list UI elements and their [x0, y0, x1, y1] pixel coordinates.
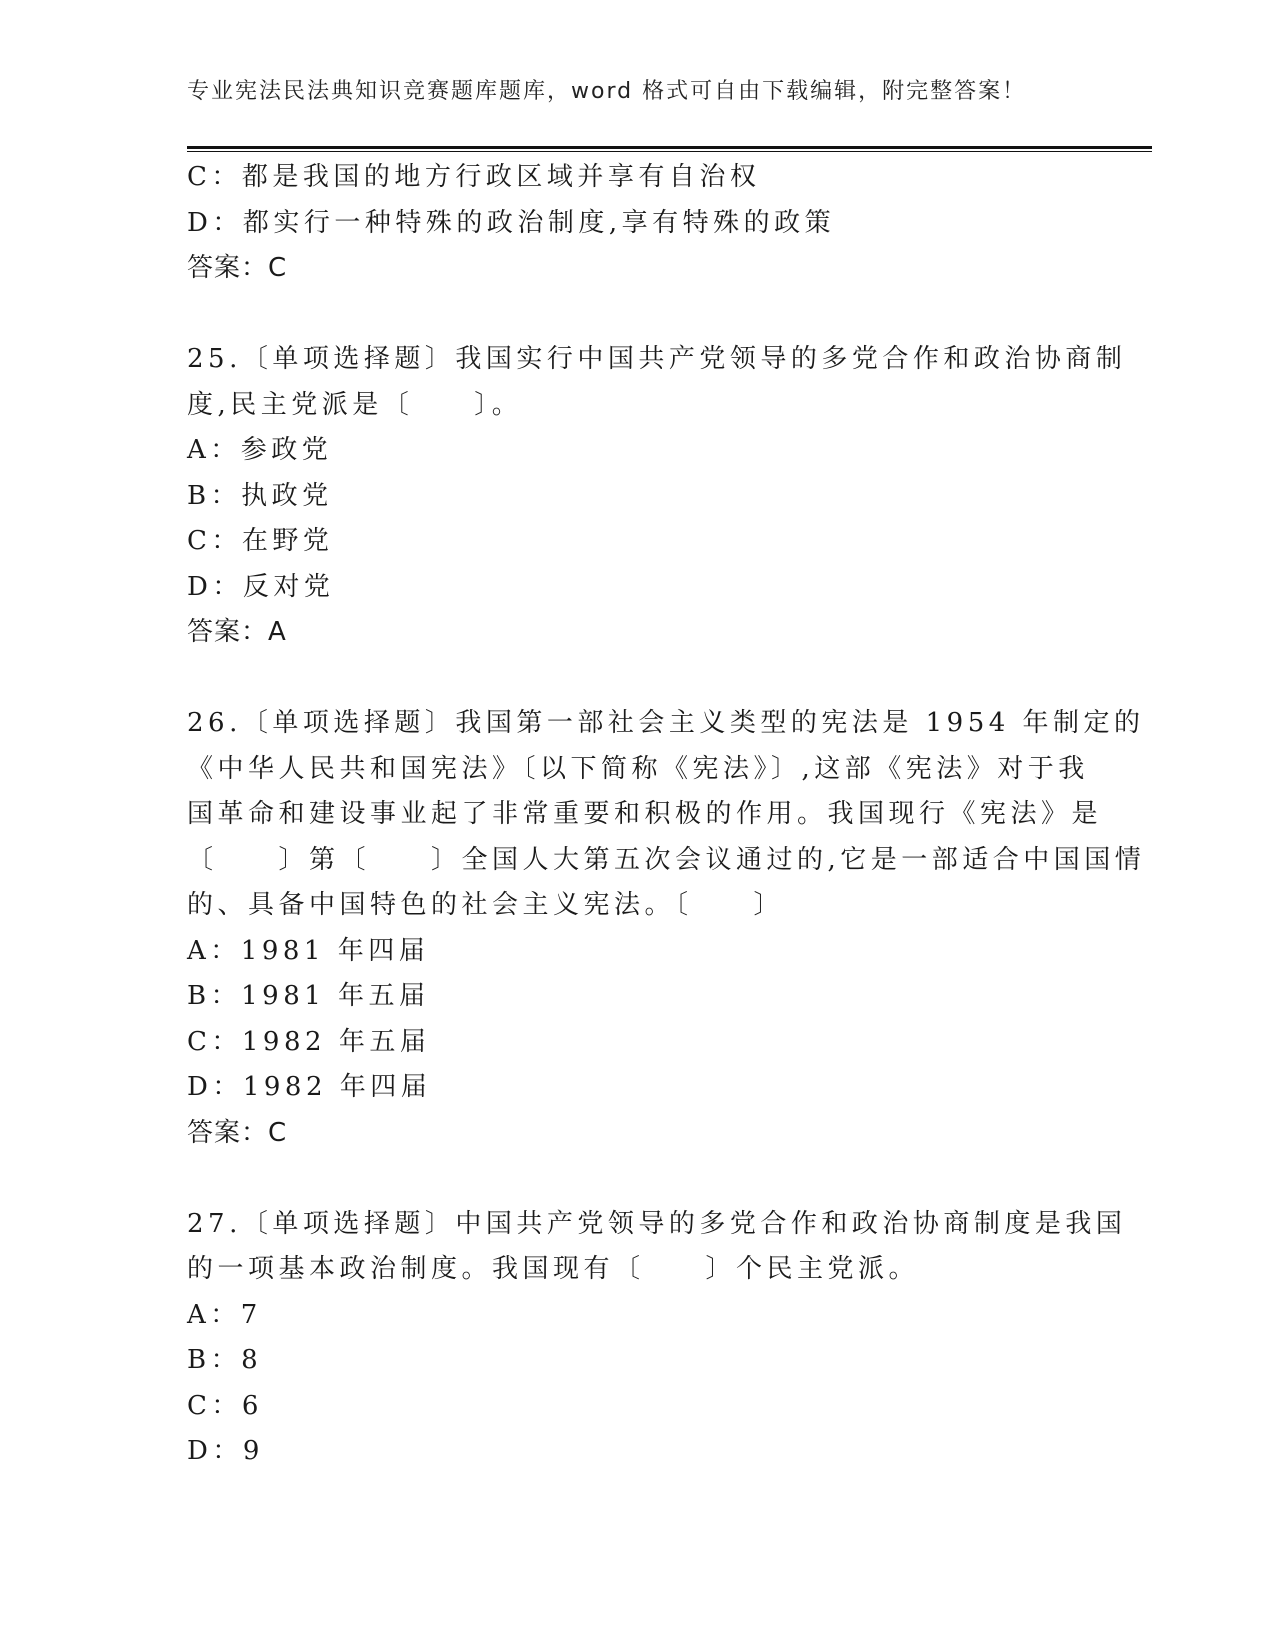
page-header: 专业宪法民法典知识竞赛题库题库，word 格式可自由下载编辑，附完整答案！ — [187, 79, 1027, 104]
option-d: D：反对党 — [187, 571, 335, 602]
option-c: C：1982 年五届 — [187, 1026, 431, 1057]
question-block-26 — [187, 701, 1146, 1156]
question-text: 25.〔单项选择题〕我国实行中国共产党领导的多党合作和政治协商制 — [187, 344, 1127, 374]
question-block-24 — [187, 155, 1087, 292]
option-a: A：参政党 — [187, 435, 333, 465]
option-c: C：都是我国的地方行政区域并享有自治权 — [187, 162, 761, 192]
header-rule-thick — [187, 146, 1152, 149]
option-b: B：8 — [187, 1345, 263, 1375]
question-text: 27.〔单项选择题〕中国共产党领导的多党合作和政治协商制度是我国 — [187, 1208, 1127, 1239]
spacer — [187, 656, 1087, 702]
option-d: D：9 — [187, 1436, 264, 1466]
question-text: 26.〔单项选择题〕我国第一部社会主义类型的宪法是 1954 年制定的 — [187, 708, 1145, 738]
option-a: A：7 — [187, 1299, 262, 1330]
option-c: C：在野党 — [187, 526, 334, 556]
option-d: D：都实行一种特殊的政治制度,享有特殊的政策 — [187, 207, 836, 238]
question-text: 《中华人民共和国宪法》〔以下简称《宪法》〕,这部《宪法》对于我 — [187, 753, 1089, 784]
question-text: 的一项基本政治制度。我国现有〔 〕个民主党派。 — [187, 1254, 920, 1284]
question-block-27 — [187, 1202, 1127, 1475]
question-text: 〔 〕第〔 〕全国人大第五次会议通过的,它是一部适合中国国情 — [187, 844, 1146, 875]
option-a: A：1981 年四届 — [187, 935, 430, 966]
option-b: B：1981 年五届 — [187, 981, 430, 1011]
answer-label: 答案：C — [187, 1117, 288, 1148]
document-body — [187, 155, 1146, 1475]
answer-label: 答案：A — [187, 617, 287, 647]
header-rule-thin — [187, 151, 1152, 152]
spacer — [187, 292, 1087, 338]
option-b: B：执政党 — [187, 480, 333, 511]
question-text: 的、具备中国特色的社会主义宪法。〔 〕 — [187, 890, 785, 920]
option-d: D：1982 年四届 — [187, 1072, 432, 1102]
question-block-25 — [187, 337, 1127, 656]
spacer — [187, 1156, 1087, 1202]
answer-label: 答案：C — [187, 253, 288, 283]
option-c: C：6 — [187, 1390, 263, 1421]
question-text: 国革命和建设事业起了非常重要和积极的作用。我国现行《宪法》是 — [187, 799, 1103, 829]
question-text: 度,民主党派是〔 〕。 — [187, 389, 523, 420]
